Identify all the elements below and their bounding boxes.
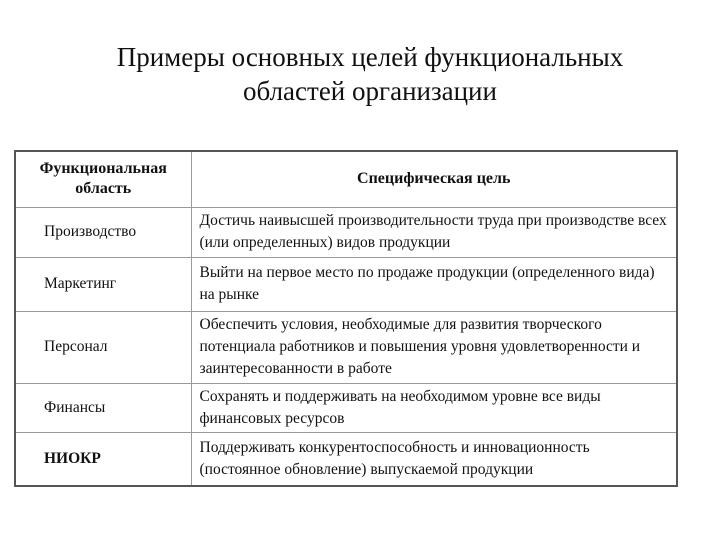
- page-title-line-2: областей организации: [243, 76, 497, 106]
- goal-cell-finance: Сохранять и поддерживать на необходимом уровне все виды финансовых ресурсов: [191, 383, 677, 432]
- page-title-line-1: Примеры основных целей функциональных: [116, 42, 624, 72]
- table-row: [15, 383, 677, 432]
- goal-cell-marketing: Выйти на первое место по продаже продукции (определенного вида) на рынке: [191, 257, 677, 311]
- goal-cell-personnel: Обеспечить условия, необходимые для развития творческого потенциала работников и повышения уровня удовлетворенности и заинтересованности в работе: [191, 311, 677, 383]
- table-row: [15, 311, 677, 383]
- goal-cell-production: Достичь наивысшей производительности труда при производстве всех (или определенных) видов продукции: [191, 207, 677, 257]
- area-cell-production: Производство: [15, 207, 191, 257]
- table-row: [15, 432, 677, 486]
- area-cell-rnd: НИОКР: [15, 432, 191, 486]
- functional-goals-table: [14, 150, 678, 487]
- area-cell-personnel: Персонал: [15, 311, 191, 383]
- header-specific-goal: Специфическая цель: [191, 151, 677, 207]
- area-cell-marketing: Маркетинг: [15, 257, 191, 311]
- table-row: [15, 207, 677, 257]
- goal-cell-rnd: Поддерживать конкурентоспособность и инновационность (постоянное обновление) выпускаемой продукции: [191, 432, 677, 486]
- area-cell-finance: Финансы: [15, 383, 191, 432]
- table-header-row: [15, 151, 677, 207]
- page-title: [60, 40, 680, 108]
- table-row: [15, 257, 677, 311]
- header-functional-area: Функциональная область: [15, 151, 191, 207]
